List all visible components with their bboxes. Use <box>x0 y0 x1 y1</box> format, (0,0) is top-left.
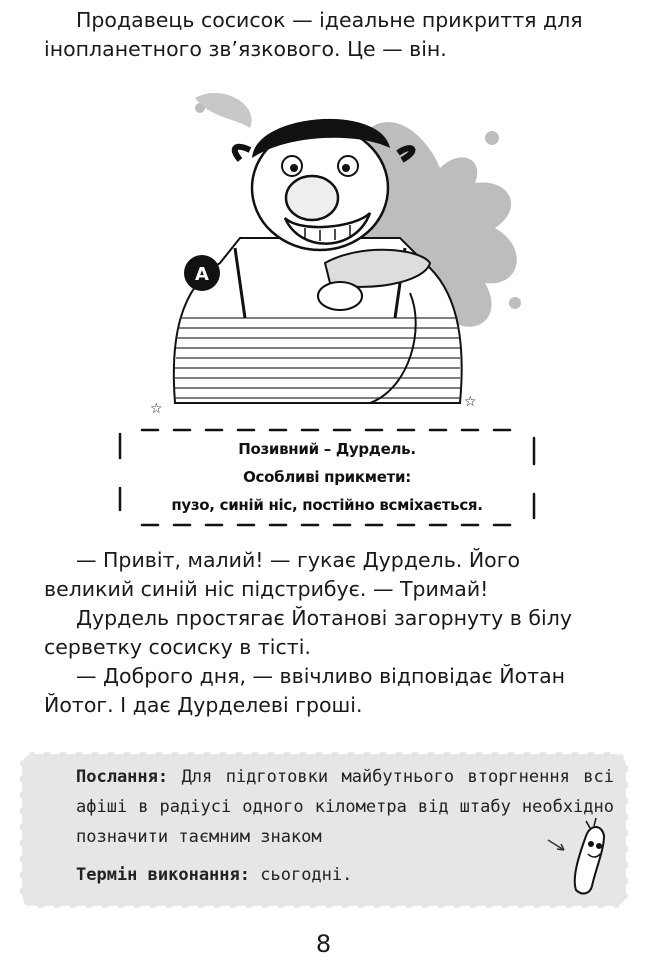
story-paragraph-3: — Доброго дня, — ввічливо відповідає Йотан Йотог. І дає Дурделеві гроші. <box>44 664 566 717</box>
badge-letter-icon: A <box>195 264 209 285</box>
svg-text:☆: ☆ <box>464 394 477 410</box>
page-number: 8 <box>315 930 332 958</box>
story-paragraph-1: — Привіт, малий! — гукає Дурдель. Його великий синій ніс підстрибує. — Тримай! <box>44 548 521 601</box>
caption-callsign: Позивний – Дурдель. <box>238 440 416 458</box>
message-text <box>76 762 614 852</box>
message-label: Послання: <box>76 767 169 787</box>
message-body: Для підготовки майбутнього вторгнення всі афіші в радіусі одного кілометра від штабу необхідно позначити таємним знаком <box>76 767 614 847</box>
caption-features-heading: Особливі прикмети: <box>243 468 411 486</box>
deadline-label: Термін виконання: <box>76 865 250 885</box>
character-caption <box>112 424 542 528</box>
intro-paragraph: Продавець сосисок — ідеальне прикриття для інопланетного зв’язкового. Це — він. <box>44 8 583 61</box>
big-nose <box>286 176 338 220</box>
svg-text:☆: ☆ <box>150 401 163 413</box>
vendor-illustration <box>140 88 540 413</box>
message-box <box>16 748 632 912</box>
deadline <box>76 860 352 890</box>
story-paragraph-2: Дурдель простягає Йотанові загорнуту в білу серветку сосиску в тісті. <box>44 606 572 659</box>
caption-features: пузо, синій ніс, постійно всміхається. <box>171 496 483 514</box>
deadline-value: сьогодні. <box>260 865 353 885</box>
vendor-drawing <box>140 88 540 413</box>
